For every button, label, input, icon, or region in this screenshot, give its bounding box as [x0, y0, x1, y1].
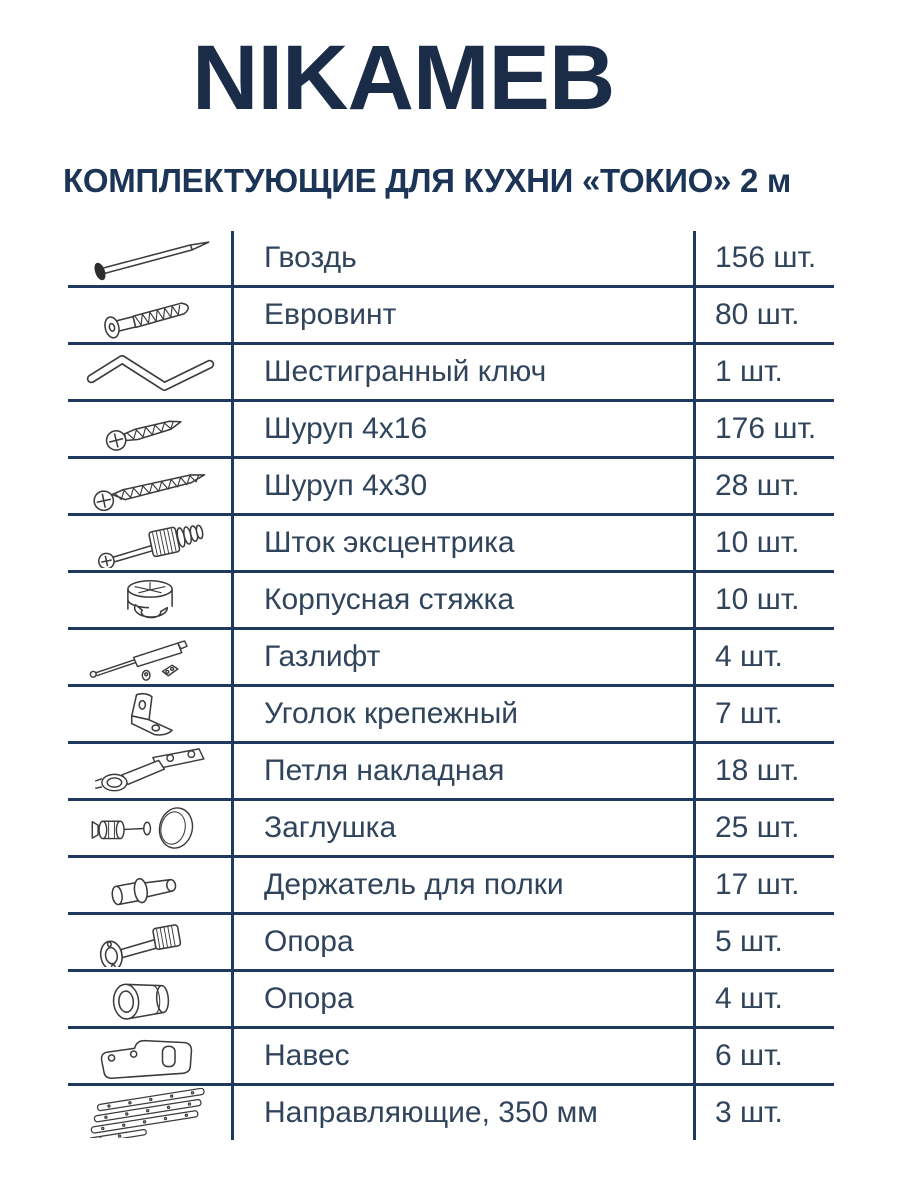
item-name: Корпусная стяжка: [231, 573, 696, 627]
item-icon: [75, 1088, 225, 1138]
table-row-screw-4x30: [68, 456, 834, 513]
item-quantity: 6 шт.: [715, 1039, 783, 1072]
table-row-corner-bracket: [68, 684, 834, 741]
item-quantity: 17 шт.: [715, 868, 800, 901]
item-name: Шток эксцентрика: [231, 516, 696, 570]
item-illustration: [68, 402, 231, 456]
table-row-hinge: [68, 741, 834, 798]
item-illustration: [68, 1029, 231, 1083]
item-illustration: [68, 858, 231, 912]
brand-wordmark: NIKAMEB: [192, 27, 615, 129]
item-quantity: 4 шт.: [715, 640, 783, 673]
item-icon: [75, 974, 225, 1024]
item-icon: [75, 632, 225, 682]
item-quantity: 25 шт.: [715, 811, 800, 844]
item-name: Навес: [231, 1029, 696, 1083]
item-icon: [75, 461, 225, 511]
table-row-nail: [68, 231, 834, 285]
item-name: Шуруп 4х30: [231, 459, 696, 513]
item-icon: [75, 404, 225, 454]
parts-table: [68, 231, 834, 1140]
table-row-gas-lift: [68, 627, 834, 684]
item-icon: [75, 1031, 225, 1081]
table-row-cam-rod: [68, 513, 834, 570]
item-quantity: 156 шт.: [715, 241, 817, 274]
item-quantity: 10 шт.: [715, 526, 800, 559]
item-illustration: [68, 687, 231, 741]
table-row-leg-cup: [68, 969, 834, 1026]
item-name: Держатель для полки: [231, 858, 696, 912]
table-row-shelf-holder: [68, 855, 834, 912]
item-name: Опора: [231, 972, 696, 1026]
table-row-leg-adjustable: [68, 912, 834, 969]
item-quantity: 28 шт.: [715, 469, 800, 502]
item-icon: [75, 290, 225, 340]
item-icon: [75, 860, 225, 910]
item-icon: [75, 347, 225, 397]
item-quantity: 3 шт.: [715, 1096, 783, 1129]
item-quantity: 10 шт.: [715, 583, 800, 616]
item-illustration: [68, 459, 231, 513]
item-illustration: [68, 345, 231, 399]
item-quantity: 5 шт.: [715, 925, 783, 958]
item-icon: [75, 746, 225, 796]
table-row-plug: [68, 798, 834, 855]
item-name: Шуруп 4х16: [231, 402, 696, 456]
item-quantity: 4 шт.: [715, 982, 783, 1015]
item-icon: [75, 689, 225, 739]
item-illustration: [68, 573, 231, 627]
nikameb-logo-icon: [62, 21, 180, 139]
item-name: Евровинт: [231, 288, 696, 342]
table-row-hanger: [68, 1026, 834, 1083]
item-illustration: [68, 1086, 231, 1140]
item-name: Гвоздь: [231, 231, 696, 285]
item-name: Петля накладная: [231, 744, 696, 798]
item-quantity: 176 шт.: [715, 412, 817, 445]
table-row-euroscrew: [68, 285, 834, 342]
item-icon: [75, 233, 225, 283]
table-row-cam-lock: [68, 570, 834, 627]
item-icon: [75, 518, 225, 568]
item-icon: [75, 917, 225, 967]
item-illustration: [68, 915, 231, 969]
item-name: Шестигранный ключ: [231, 345, 696, 399]
item-illustration: [68, 630, 231, 684]
item-quantity: 7 шт.: [715, 697, 783, 730]
item-illustration: [68, 744, 231, 798]
item-name: Опора: [231, 915, 696, 969]
item-illustration: [68, 288, 231, 342]
table-row-drawer-slides: [68, 1083, 834, 1140]
item-quantity: 18 шт.: [715, 754, 800, 787]
item-quantity: 1 шт.: [715, 355, 783, 388]
item-icon: [75, 803, 225, 853]
item-name: Уголок крепежный: [231, 687, 696, 741]
item-name: Газлифт: [231, 630, 696, 684]
brand-header: [62, 20, 614, 140]
item-name: Заглушка: [231, 801, 696, 855]
item-quantity: 80 шт.: [715, 298, 800, 331]
table-row-hexkey: [68, 342, 834, 399]
item-name: Направляющие, 350 мм: [231, 1086, 696, 1140]
item-illustration: [68, 801, 231, 855]
item-icon: [75, 575, 225, 625]
item-illustration: [68, 231, 231, 285]
item-illustration: [68, 516, 231, 570]
table-row-screw-4x16: [68, 399, 834, 456]
page-title: КОМПЛЕКТУЮЩИЕ ДЛЯ КУХНИ «ТОКИО» 2 м: [63, 162, 792, 199]
item-illustration: [68, 972, 231, 1026]
